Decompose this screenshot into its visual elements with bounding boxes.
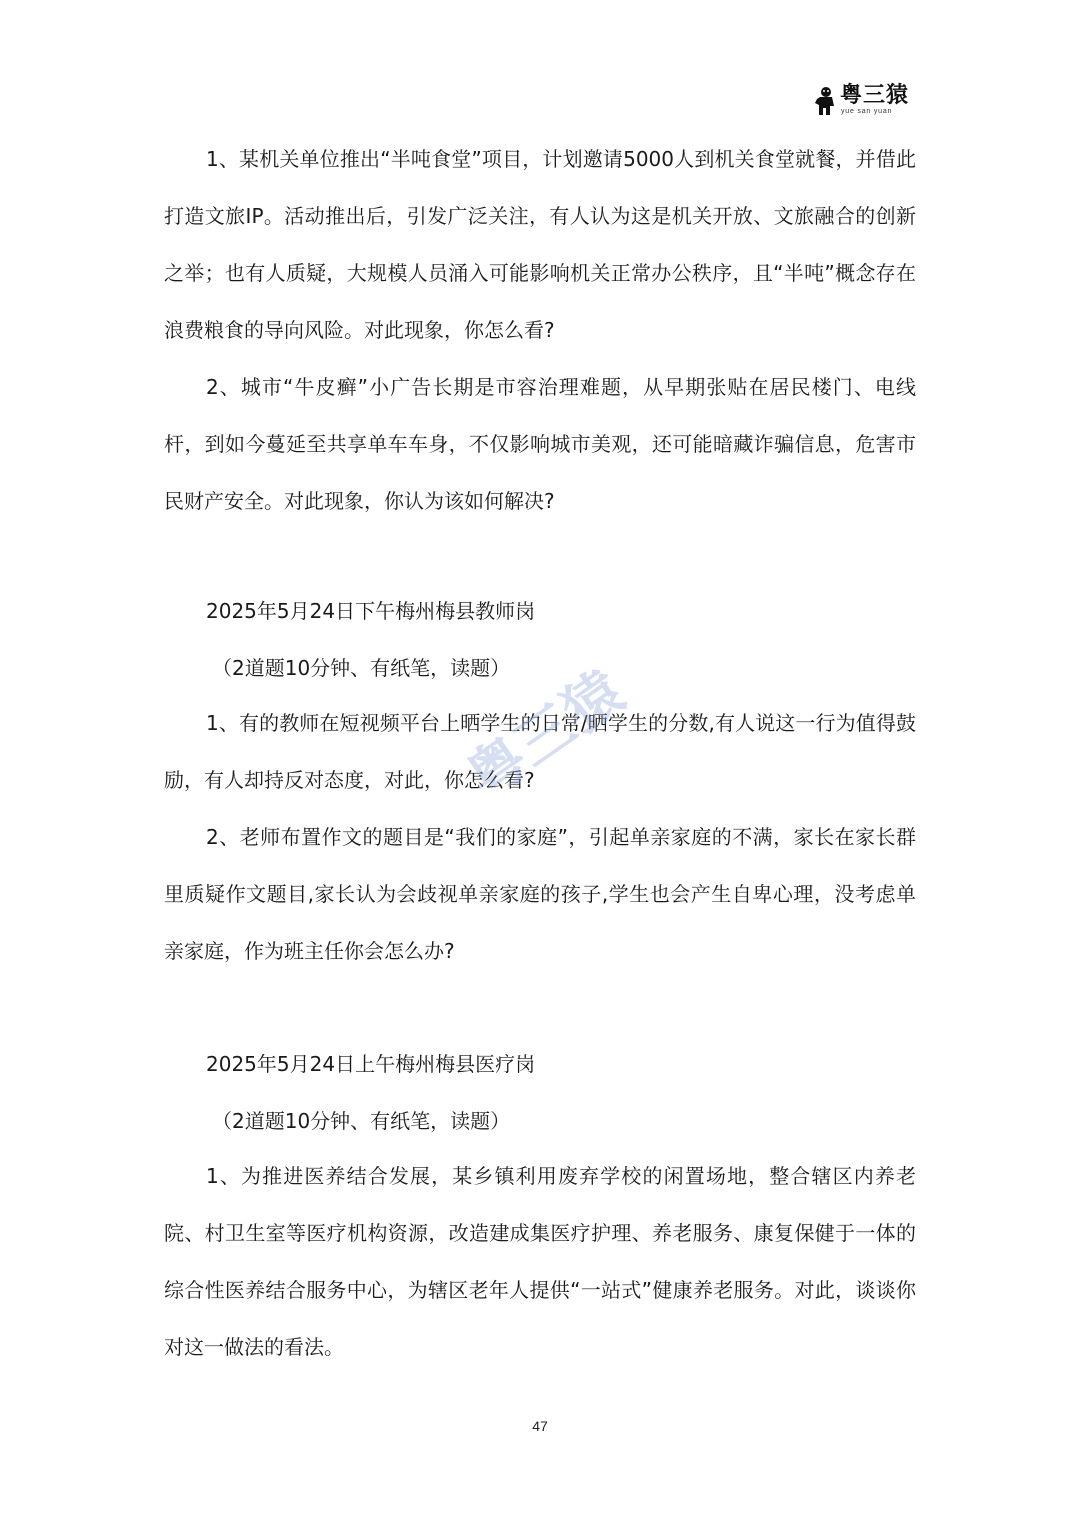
- question-2: 2、城市“牛皮癣”小广告长期是市容治理难题，从早期张贴在居民楼门、电线杆，到如今蔓延至共享单车车身，不仅影响城市美观，还可能暗藏诈骗信息，危害市民财产安全。对此现象，你认为该如何解决?: [164, 375, 916, 513]
- section-2: [164, 695, 916, 980]
- question-1: 1、某机关单位推出“半吨食堂”项目，计划邀请5000人到机关食堂就餐，并借此打造文旅IP。活动推出后，引发广泛关注，有人认为这是机关开放、文旅融合的创新之举；也有人质疑，大规模人员涌入可能影响机关正常办公秩序，且“半吨”概念存在浪费粮食的导向风险。对此现象，你怎么看?: [164, 147, 916, 342]
- logo-text: 粤三猿: [840, 83, 910, 108]
- question-2: 2、老师布置作文的题目是“我们的家庭”，引起单亲家庭的不满，家长在家长群里质疑作文题目,家长认为会歧视单亲家庭的孩子,学生也会产生自卑心理，没考虑单亲家庭，作为班主任你会怎么办?: [164, 825, 916, 963]
- brand-logo: [812, 84, 912, 120]
- section-2-title: 2025年5月24日下午梅州梅县教师岗: [206, 599, 536, 623]
- section-2-info: （2道题10分钟、有纸笔，读题）: [212, 656, 511, 680]
- section-3-title: 2025年5月24日上午梅州梅县医疗岗: [206, 1052, 536, 1076]
- page-number: 47: [532, 1418, 548, 1434]
- section-3-info: （2道题10分钟、有纸笔，读题）: [212, 1109, 511, 1133]
- ape-icon: [812, 86, 838, 116]
- question-1: 1、为推进医养结合发展，某乡镇利用废弃学校的闲置场地，整合辖区内养老院、村卫生室等医疗机构资源，改造建成集医疗护理、养老服务、康复保健于一体的综合性医养结合服务中心，为辖区老年人提供“一站式”健康养老服务。对此，谈谈你对这一做法的看法。: [164, 1164, 916, 1359]
- section-1: [164, 131, 916, 530]
- watermark-text: 粤三猿: [454, 657, 636, 813]
- section-3: [164, 1148, 916, 1376]
- question-1: 1、有的教师在短视频平台上晒学生的日常/晒学生的分数,有人说这一行为值得鼓励，有人却持反对态度，对此，你怎么看?: [164, 711, 916, 792]
- logo-subtitle: yue san yuan: [841, 108, 893, 115]
